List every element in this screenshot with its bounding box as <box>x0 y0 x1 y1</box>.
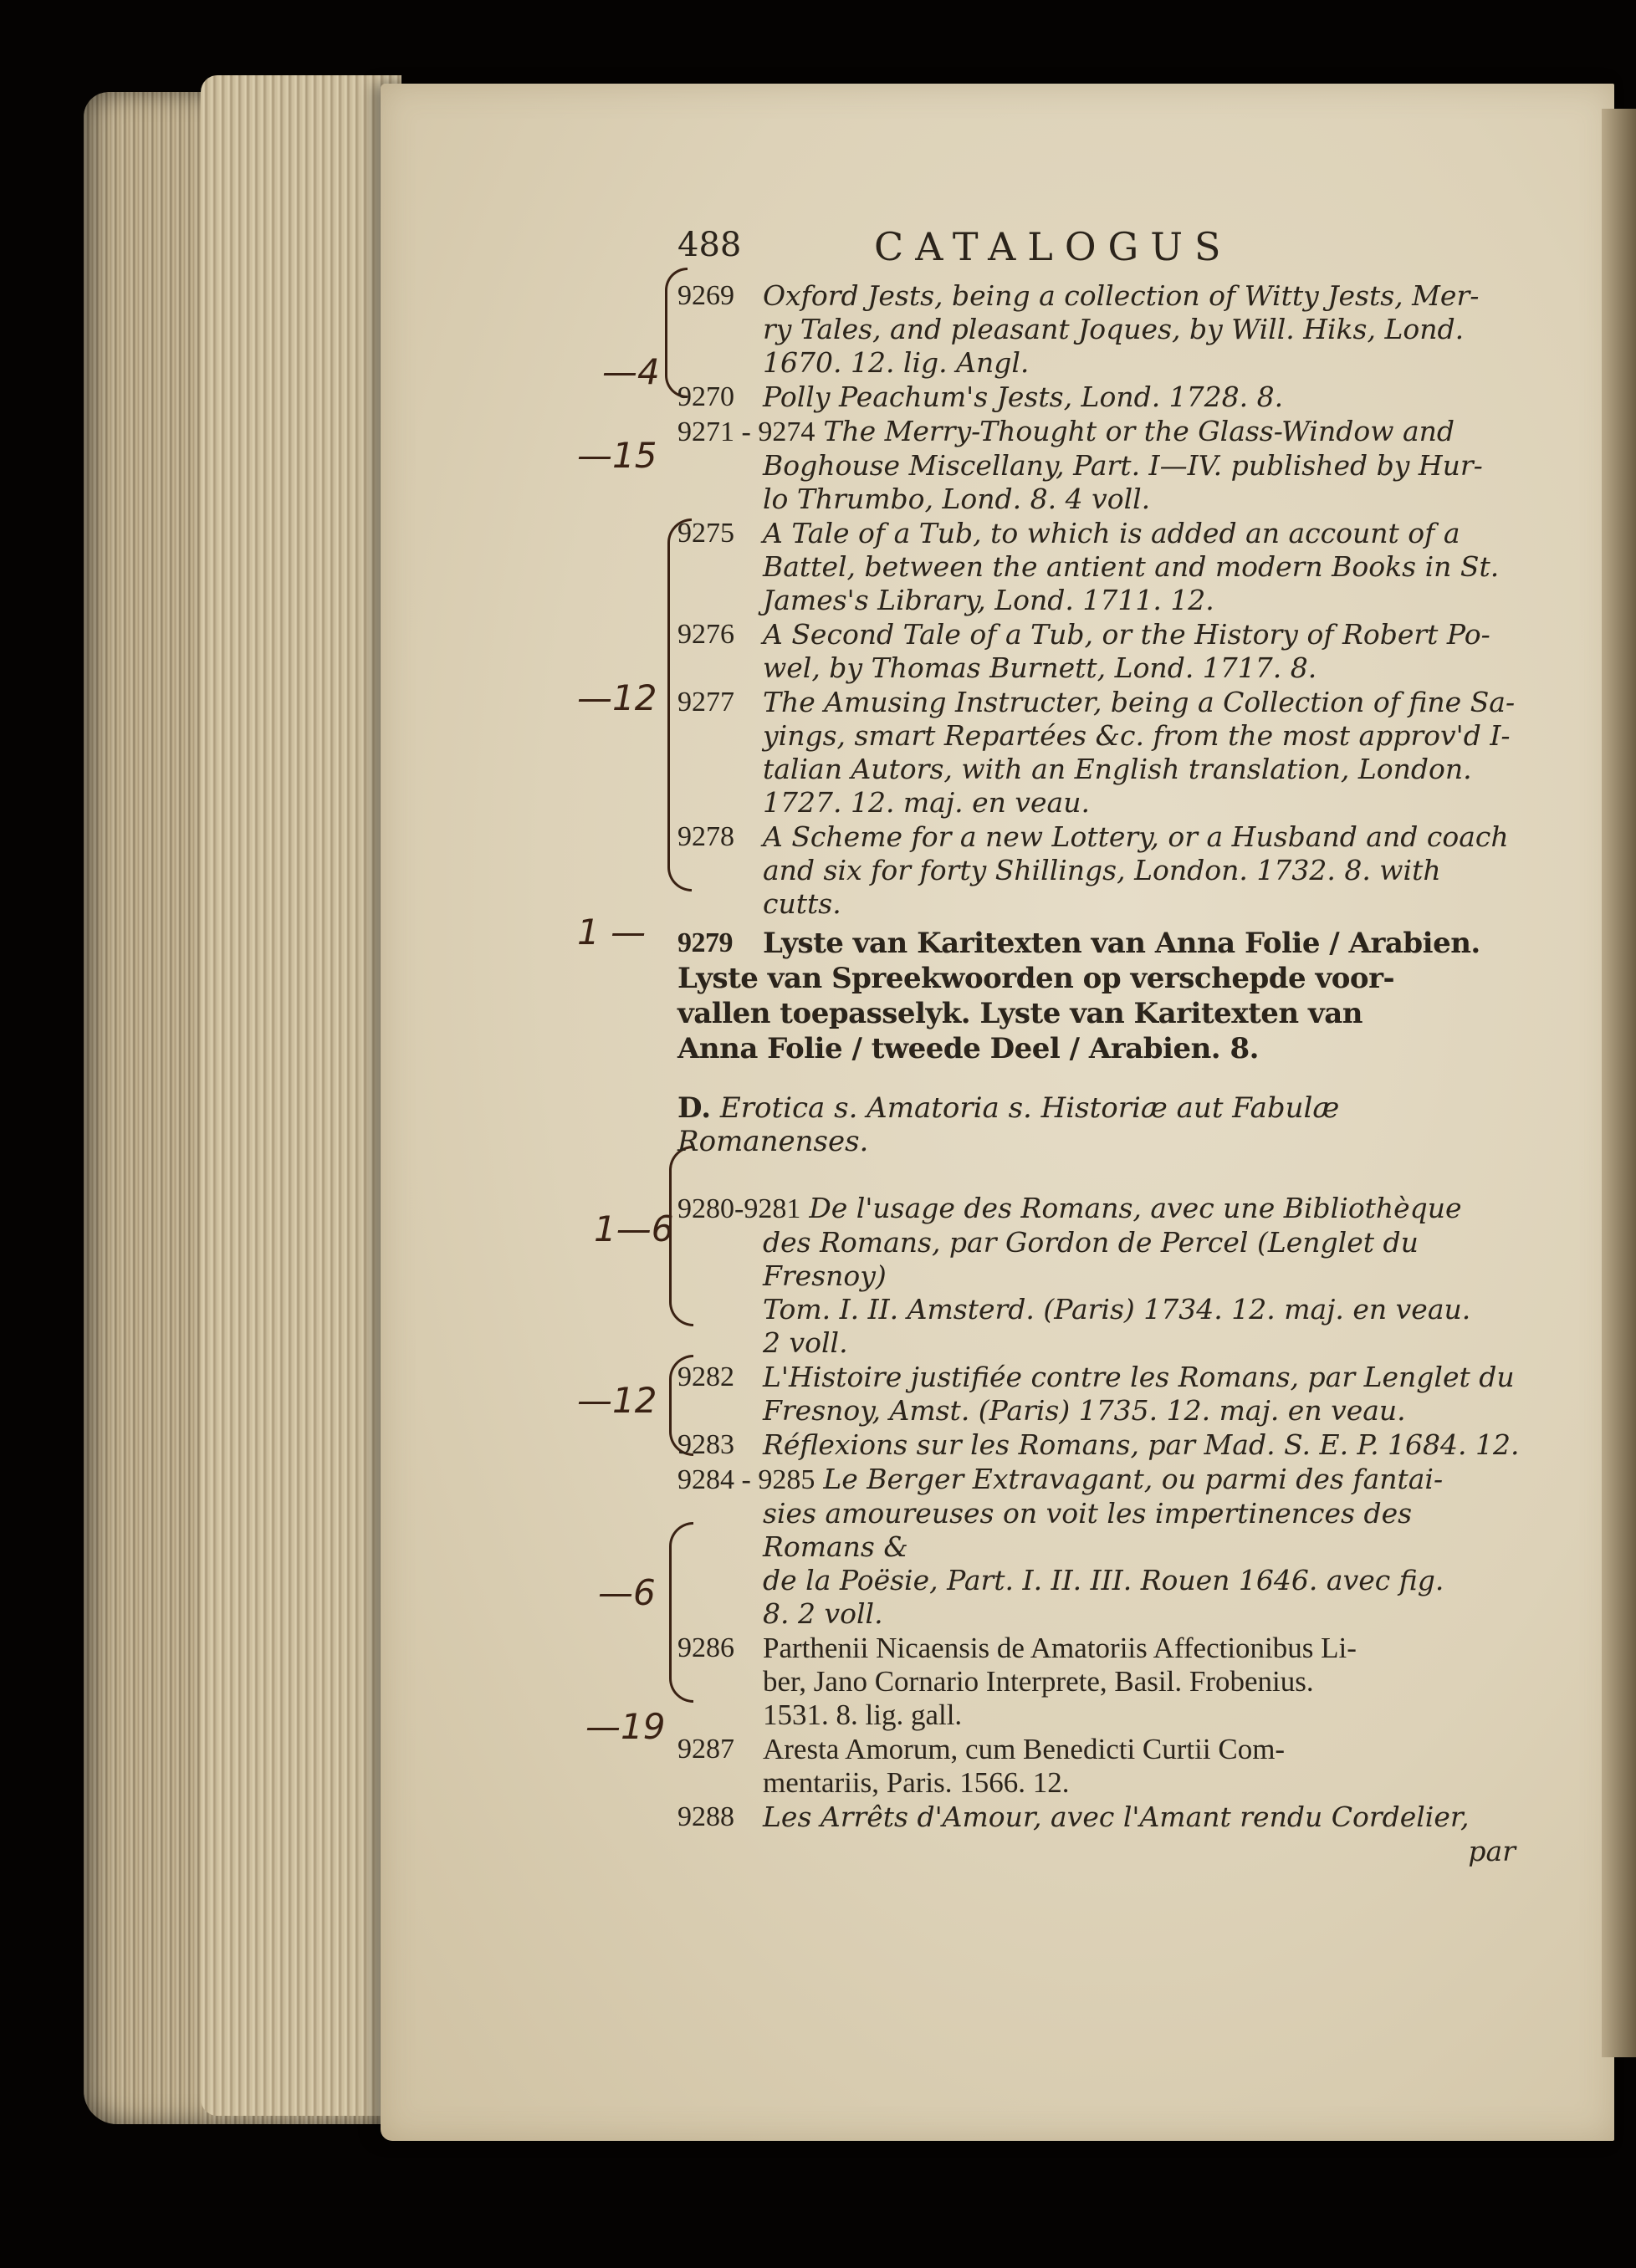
catalog-entry <box>677 618 1522 685</box>
entry-line: Les Arrêts d'Amour, avec l'Amant rendu Cordelier, <box>763 1801 1470 1833</box>
margin-annotation-8: —19 <box>585 1706 666 1747</box>
entry-line: Anna Folie / tweede Deel / Arabien. 8. <box>677 1032 1259 1065</box>
entry-line: Parthenii Nicaensis de Amatoriis Affectionibus Li- <box>763 1632 1357 1664</box>
section-letter: D. <box>677 1091 712 1125</box>
entry-line: A Tale of a Tub, to which is added an account of a <box>763 517 1460 549</box>
entry-line: Le Berger Extravagant, ou parmi des fantai- <box>823 1463 1444 1495</box>
catalog-entry <box>677 1192 1522 1360</box>
entry-number: 9277 <box>677 687 734 718</box>
entry-number: 9270 <box>677 381 734 412</box>
entry-line: vallen toepasselyk. Lyste van Karitexten van <box>677 997 1362 1030</box>
entry-line: A Scheme for a new Lottery, or a Husband and coach <box>763 820 1509 853</box>
catalog-entry <box>677 381 1522 414</box>
entry-line: Aresta Amorum, cum Benedicti Curtii Com- <box>763 1733 1286 1765</box>
catalog-text <box>677 226 1522 1868</box>
entry-line: James's Library, Lond. 1711. 12. <box>763 584 1214 616</box>
margin-annotation-4: 1 — <box>577 912 647 953</box>
entry-line: Lyste van Spreekwoorden op verschepde voor- <box>677 962 1395 995</box>
catalog-entry <box>677 820 1522 921</box>
entry-number: 9271 - 9274 <box>677 416 815 447</box>
entry-line: 8. 2 voll. <box>763 1597 883 1630</box>
margin-annotation-7: —6 <box>598 1572 656 1613</box>
gutter-shadow <box>1602 109 1636 2057</box>
entry-line: talian Autors, with an English translation, London. <box>763 753 1472 785</box>
entry-line: Lyste van Karitexten van Anna Folie / Arabien. <box>763 927 1480 960</box>
entry-number: 9279 <box>677 927 733 958</box>
entry-number: 9276 <box>677 619 734 650</box>
catalog-entry <box>677 1361 1522 1428</box>
entry-number: 9284 - 9285 <box>677 1464 815 1495</box>
entry-list <box>677 279 1522 921</box>
entry-number: 9275 <box>677 518 734 549</box>
entry-line: The Amusing Instructer, being a Collection of fine Sa- <box>763 686 1516 718</box>
entry-line: de la Poësie, Part. I. II. III. Rouen 1646. avec fig. <box>763 1564 1444 1596</box>
catalog-entry <box>677 1632 1522 1732</box>
entry-number: 9278 <box>677 821 734 852</box>
margin-annotation-1: —4 <box>602 351 660 392</box>
entry-number: 9269 <box>677 280 734 311</box>
catalog-entry <box>677 1463 1522 1631</box>
entry-line: mentariis, Paris. 1566. 12. <box>763 1766 1070 1799</box>
entry-line: Battel, between the antient and modern Books in St. <box>763 550 1500 583</box>
entry-line: Tom. I. II. Amsterd. (Paris) 1734. 12. maj. en veau. <box>763 1293 1471 1326</box>
entry-line: ber, Jano Cornario Interprete, Basil. Frobenius. <box>763 1665 1314 1698</box>
catalog-entry-gothic <box>677 926 1522 1066</box>
entry-line: 1670. 12. lig. Angl. <box>763 346 1030 379</box>
margin-annotation-5: 1—6 <box>594 1208 674 1249</box>
entry-number: 9287 <box>677 1734 734 1765</box>
entry-line: yings, smart Repartées &c. from the most approv'd I- <box>763 719 1511 752</box>
entry-line: sies amoureuses on voit les impertinences des Romans & <box>763 1497 1413 1563</box>
entry-line: A Second Tale of a Tub, or the History of Robert Po- <box>763 618 1490 651</box>
catalog-entry <box>677 1733 1522 1800</box>
entry-line: Fresnoy, Amst. (Paris) 1735. 12. maj. en veau. <box>763 1394 1406 1427</box>
entry-number: 9286 <box>677 1632 734 1663</box>
page-header <box>677 226 1522 276</box>
book-page-stack <box>201 75 401 2116</box>
margin-annotation-3: —12 <box>577 677 657 718</box>
section-title: Erotica s. Amatoria s. Historiæ aut Fabulæ Romanenses. <box>677 1091 1340 1158</box>
page-number: 488 <box>677 226 742 264</box>
entry-line: L'Histoire justifiée contre les Romans, par Lenglet du <box>763 1361 1515 1393</box>
entry-number: 9282 <box>677 1361 734 1392</box>
entry-line: Boghouse Miscellany, Part. I—IV. published by Hur- <box>763 449 1483 482</box>
margin-annotation-2: —15 <box>577 435 657 476</box>
entry-number: 9288 <box>677 1801 734 1832</box>
entry-list-2 <box>677 1192 1522 1834</box>
entry-line: and six for forty Shillings, London. 1732. 8. with cutts. <box>763 854 1441 920</box>
catchword: par <box>1468 1835 1516 1867</box>
entry-number: 9280-9281 <box>677 1193 801 1224</box>
section-heading <box>677 1091 1522 1158</box>
running-title: CATALOGUS <box>874 224 1233 269</box>
catalog-entry <box>677 686 1522 820</box>
entry-line: wel, by Thomas Burnett, Lond. 1717. 8. <box>763 651 1317 684</box>
entry-line: Polly Peachum's Jests, Lond. 1728. 8. <box>763 381 1284 413</box>
entry-line: The Merry-Thought or the Glass-Window and <box>823 415 1455 447</box>
entry-line: Réflexions sur les Romans, par Mad. S. E. P. 1684. 12. <box>763 1428 1520 1461</box>
entry-line: ry Tales, and pleasant Joques, by Will. Hiks, Lond. <box>763 313 1465 345</box>
margin-annotation-6: —12 <box>577 1380 657 1421</box>
catalog-entry <box>677 1428 1522 1462</box>
catalog-entry <box>677 415 1522 516</box>
catalog-entry <box>677 1801 1522 1834</box>
entry-line: 1531. 8. lig. gall. <box>763 1698 963 1731</box>
entry-line: 1727. 12. maj. en veau. <box>763 786 1090 819</box>
entry-line: 2 voll. <box>763 1326 848 1359</box>
entry-line: des Romans, par Gordon de Percel (Lenglet du Fresnoy) <box>763 1226 1419 1292</box>
entry-line: De l'usage des Romans, avec une Bibliothèque <box>809 1192 1462 1224</box>
entry-line: lo Thrumbo, Lond. 8. 4 voll. <box>763 483 1151 515</box>
catalog-entry <box>677 279 1522 380</box>
catalog-entry <box>677 517 1522 617</box>
entry-line: Oxford Jests, being a collection of Witty Jests, Mer- <box>763 279 1480 312</box>
entry-number: 9283 <box>677 1429 734 1460</box>
